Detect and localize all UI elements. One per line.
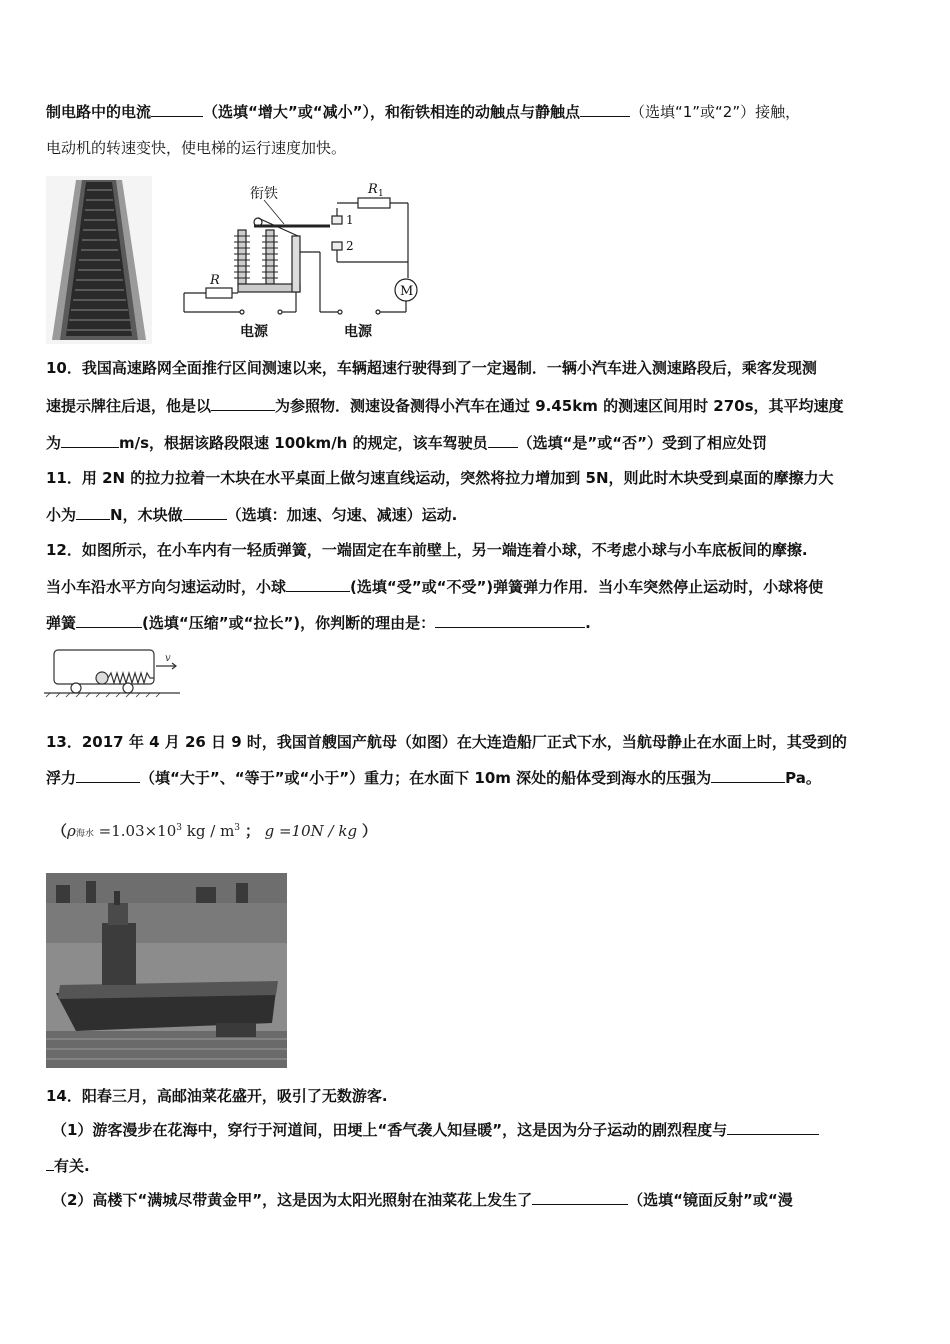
cart-spring-diagram [44,646,184,698]
q12-line-1: 12．如图所示，在小车内有一轻质弹簧，一端固定在车前壁上，另一端连着小球，不考虑小球与小车底板间的摩擦. [46,541,808,559]
escalator-image [46,176,152,344]
answer-blank[interactable] [76,613,142,628]
relay-circuit-diagram [180,178,420,344]
q10-line-1: 10．我国高速路网全面推行区间测速以来，车辆超速行驶得到了一定遏制．一辆小汽车进入测速路段后，乘客发现测 [46,359,817,377]
svg-text:衔铁: 衔铁 [250,186,278,202]
q14-line-1: 14．阳春三月，高邮油菜花盛开，吸引了无数游客. [46,1087,388,1105]
q10-line-3: 为 m/s，根据该路段限速 100km/h 的规定，该车驾驶员 （选填“是”或“否”）受到了相应处罚 [46,434,768,452]
answer-blank[interactable] [76,768,140,783]
given-constants-formula: （ρ海水 $=1.03\times 10^3$ kg / $m^3$ ； g =10N / kg ） [52,822,377,840]
answer-blank[interactable] [211,396,275,411]
q14-sub1-line-1: （1）游客漫步在花海中，穿行于河道间，田埂上“香气袭人知昼暖”，这是因为分子运动的剧烈程度与 [52,1120,819,1140]
svg-text:1: 1 [378,189,384,199]
svg-text:电源: 电源 [240,324,268,340]
q14-sub1-line-2: 有关. [46,1156,90,1176]
q12-line-2: 当小车沿水平方向匀速运动时，小球 (选填“受”或“不受”)弹簧弹力作用．当小车突然停止运动时，小球将使 [46,578,824,596]
svg-text:M: M [400,284,414,299]
answer-blank[interactable] [727,1120,819,1135]
q9-line-2: 电动机的转速变快，使电梯的运行速度加快。 [46,139,347,157]
answer-blank[interactable] [488,433,518,448]
svg-text:v: v [165,653,171,664]
q9-line-1: 制电路中的电流 （选填“增大”或“减小”），和衔铁相连的动触点与静触点 （选填“1”或“2”）接触， [46,103,801,121]
q13-line-2: 浮力 （填“大于”、“等于”或“小于”）重力；在水面下 10m 深处的船体受到海水的压强为 Pa。 [46,769,821,787]
q12-line-3: 弹簧 (选填“压缩”或“拉长”)，你判断的理由是： . [46,614,591,632]
answer-blank[interactable] [532,1190,628,1205]
answer-blank[interactable] [46,1156,54,1171]
answer-blank[interactable] [286,577,350,592]
q11-line-2: 小为 N，木块做 （选填：加速、匀速、减速）运动. [46,506,458,524]
q11-line-1: 11．用 2N 的拉力拉着一木块在水平桌面上做匀速直线运动，突然将拉力增加到 5N，则此时木块受到桌面的摩擦力大 [46,469,834,487]
svg-text:R: R [368,182,378,197]
svg-text:电源: 电源 [344,324,372,340]
q10-line-2: 速提示牌往后退，他是以 为参照物．测速设备测得小汽车在通过 9.45km 的测速区间用时 270s，其平均速度 [46,397,844,415]
answer-blank[interactable] [711,768,785,783]
answer-blank[interactable] [435,613,585,628]
q14-sub2-line-1: （2）高楼下“满城尽带黄金甲”，这是因为太阳光照射在油菜花上发生了 （选填“镜面反射”或“漫 [52,1191,793,1209]
answer-blank[interactable] [183,505,227,520]
answer-blank[interactable] [76,505,110,520]
svg-text:R: R [210,273,220,288]
aircraft-carrier-photo [46,873,287,1068]
answer-blank[interactable] [151,102,203,117]
svg-text:2: 2 [346,239,354,253]
svg-text:1: 1 [346,213,354,227]
answer-blank[interactable] [580,102,630,117]
q13-line-1: 13．2017 年 4 月 26 日 9 时，我国首艘国产航母（如图）在大连造船厂正式下水，当航母静止在水面上时，其受到的 [46,733,847,751]
answer-blank[interactable] [61,433,119,448]
